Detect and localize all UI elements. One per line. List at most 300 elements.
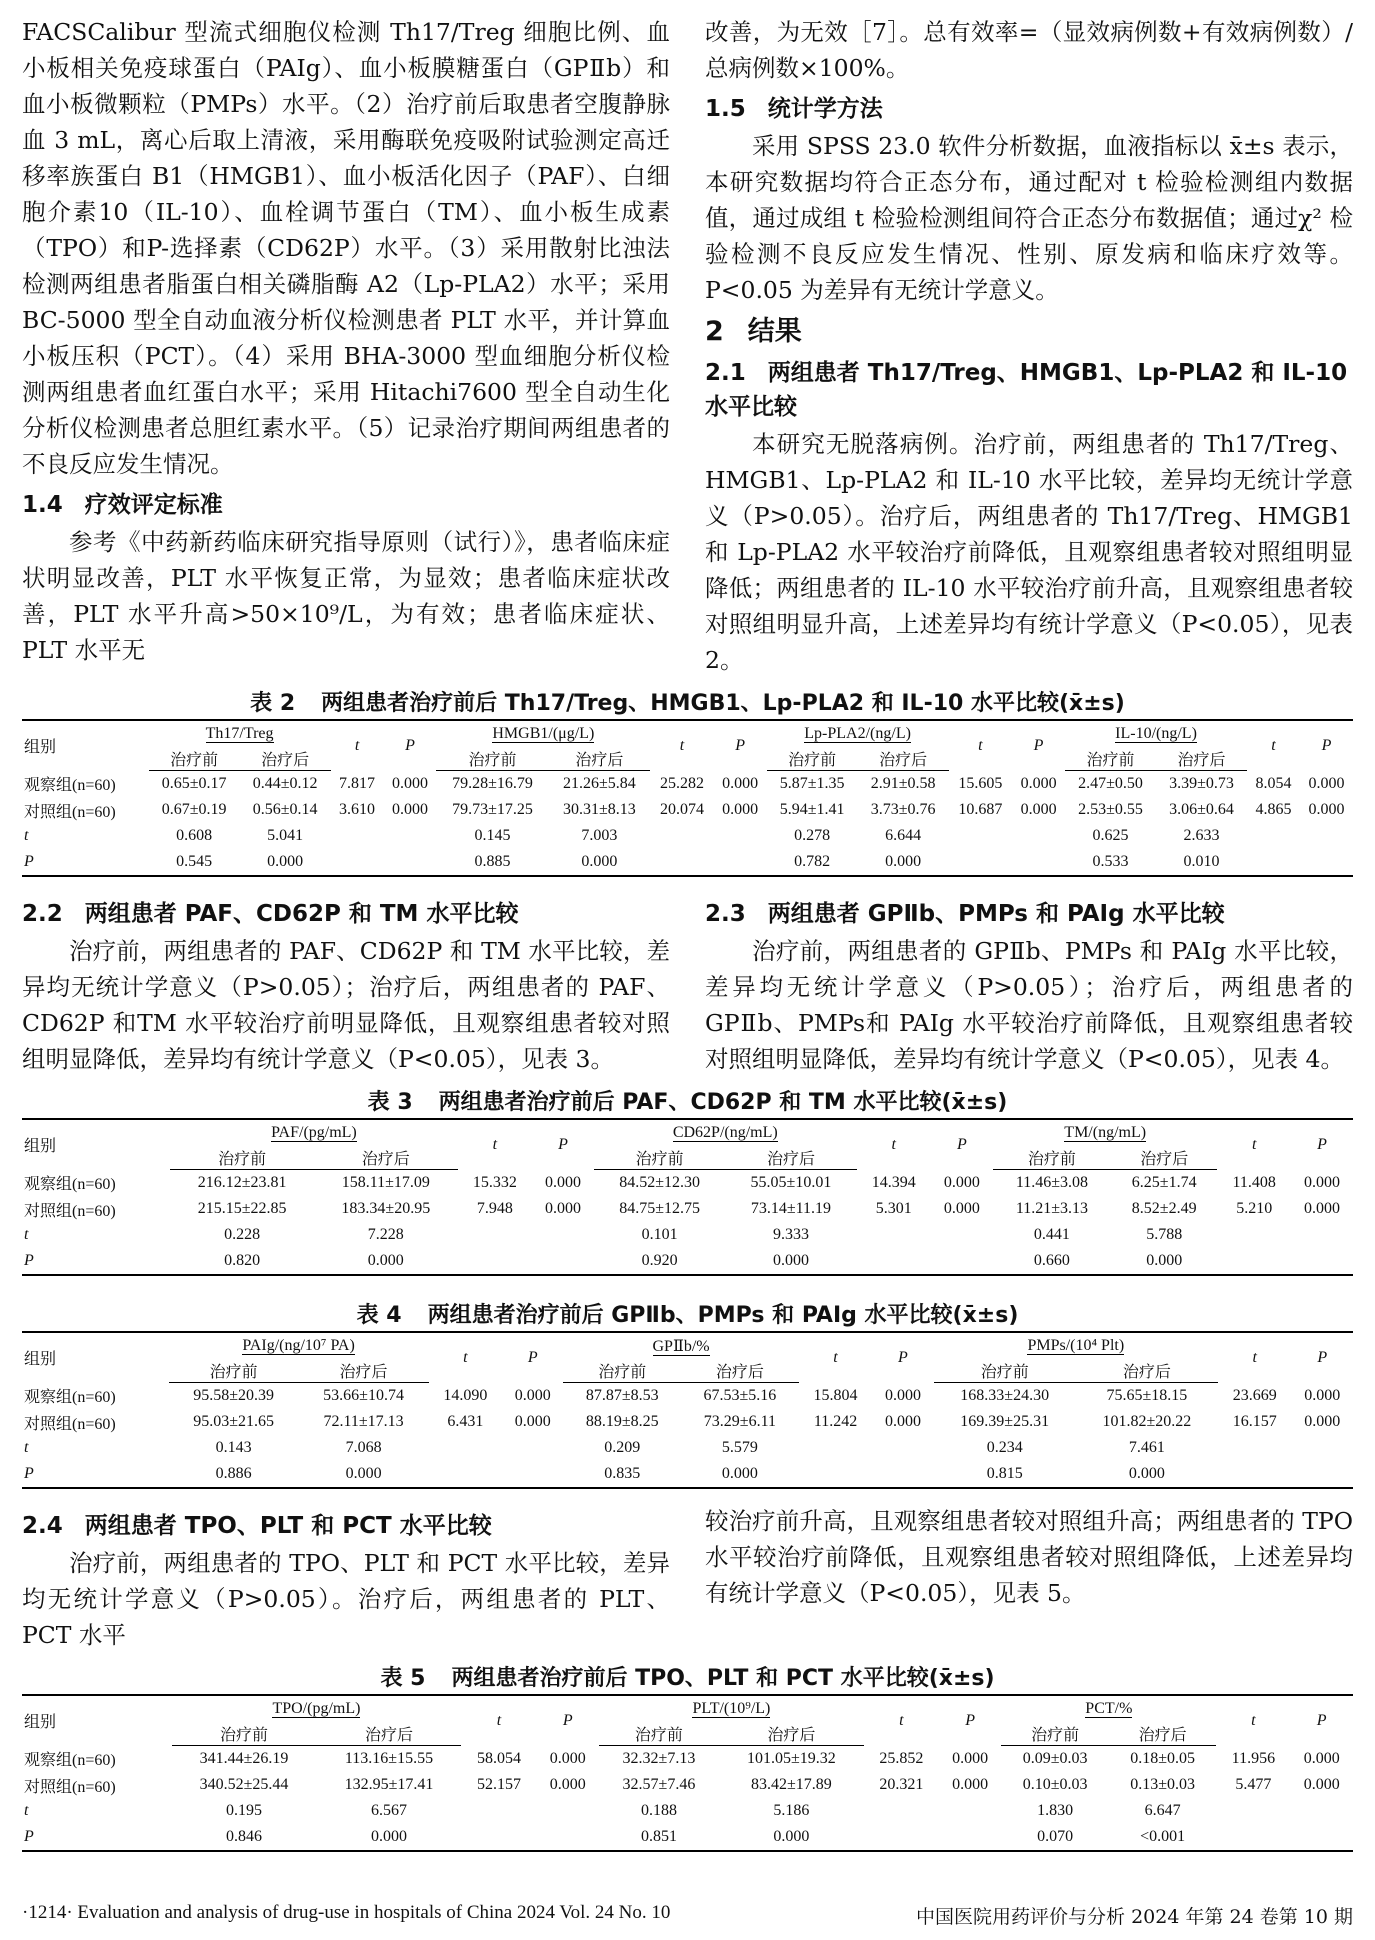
table-cell xyxy=(458,1222,532,1248)
table-cell xyxy=(1291,1248,1353,1275)
subheader-after: 治疗后 xyxy=(1109,1722,1216,1746)
table-cell: 169.39±25.31 xyxy=(960,1413,1050,1430)
heading-2-3: 2.3 两组患者 GPⅡb、PMPs 和 PAIg 水平比较 xyxy=(705,901,1225,927)
table-cell: 32.57±7.46 xyxy=(622,1776,696,1793)
table-cell: 2.47±0.50 xyxy=(1078,775,1143,792)
subheader-before: 治疗前 xyxy=(993,1146,1111,1170)
table-cell: 0.000 xyxy=(1308,801,1345,818)
table-row xyxy=(22,1435,1353,1461)
table-cell xyxy=(1217,1248,1290,1275)
footer-right: 中国医院用药评价与分析 2024 年第 24 卷第 10 期 xyxy=(916,1906,1353,1928)
table-cell: 0.56±0.14 xyxy=(252,801,318,818)
table-row xyxy=(22,1383,1353,1410)
table-cell: 183.34±20.95 xyxy=(341,1200,431,1217)
subheader-before: 治疗前 xyxy=(767,747,858,771)
table-cell: 0.000 xyxy=(943,1200,980,1217)
table-cell: 14.090 xyxy=(443,1386,488,1404)
paragraph-results-2-2: 治疗前，两组患者的 PAF、CD62P 和 TM 水平比较，差异均无统计学意义（P>0.05）；治疗后，两组患者的 PAF、CD62P 和TM 水平较治疗前明显降低，且观察组患者较对照组明显降低，差异均有统计学意义（P<0.05），见表 3。 xyxy=(22,937,670,1073)
table-cell: 20.321 xyxy=(879,1776,924,1793)
table-cell xyxy=(872,1461,933,1488)
row-label: P xyxy=(22,1824,172,1851)
table-cell: 0.000 xyxy=(1303,1749,1340,1767)
row-label: 对照组(n=60) xyxy=(24,803,116,821)
table-cell xyxy=(714,849,767,876)
table-cell xyxy=(1300,823,1353,849)
col-header-p: P xyxy=(1012,720,1065,771)
table-cell: 7.068 xyxy=(345,1439,382,1456)
table-cell: 3.06±0.64 xyxy=(1169,801,1234,818)
col-header-lp-pla2: Lp-PLA2/(ng/L) xyxy=(804,725,911,742)
table-cell xyxy=(650,823,714,849)
paragraph-results-2-4-continued: 较治疗前升高，且观察组患者较对照组升高；两组患者的 TPO水平较治疗前降低，且观察组患者较对照组降低，上述差异均有统计学意义（P<0.05），见表 5。 xyxy=(705,1507,1353,1607)
paragraph-results-2-1: 本研究无脱落病例。治疗前，两组患者的 Th17/Treg、HMGB1、Lp-PLA2 和 IL-10 水平比较，差异均无统计学意义（P>0.05）。治疗后，两组患者的 Th17/Treg、HMGB1 和 Lp-PLA2 水平较治疗前降低，且观察组患者较对照组明显降低；两组患者的 IL-10 水平较治疗前升高，且观察组患者较对照组明显升高，上述差异均有统计学意义（P<0.05），见表 2。 xyxy=(705,430,1353,674)
table-row xyxy=(22,1824,1353,1851)
table-cell: 0.000 xyxy=(549,1776,586,1793)
table-cell: 0.625 xyxy=(1092,827,1129,844)
table-cell: 0.885 xyxy=(436,849,548,876)
table-cell: 0.660 xyxy=(993,1248,1111,1275)
table-cell: 2.53±0.55 xyxy=(1078,801,1143,818)
table-cell xyxy=(502,1461,563,1488)
table-cell: 83.42±17.89 xyxy=(751,1776,832,1793)
table-cell: 0.000 xyxy=(681,1461,799,1488)
table-cell: 0.10±0.03 xyxy=(1022,1776,1088,1793)
table-cell: 7.461 xyxy=(1128,1439,1165,1456)
table-cell: 0.000 xyxy=(514,1413,551,1430)
col-header-p: P xyxy=(532,1119,594,1170)
table-cell: 0.000 xyxy=(1076,1461,1218,1488)
table-cell: 79.28±16.79 xyxy=(452,775,533,792)
table-cell: 101.05±19.32 xyxy=(747,1750,836,1767)
table-cell xyxy=(857,1248,931,1275)
col-header-t: t xyxy=(650,720,714,771)
subheader-after: 治疗后 xyxy=(725,1146,856,1170)
table-cell: 113.16±15.55 xyxy=(344,1750,434,1767)
table-cell: 3.73±0.76 xyxy=(870,801,936,818)
table-cell: 84.75±12.75 xyxy=(619,1200,700,1217)
table-cell: 341.44±26.19 xyxy=(199,1750,289,1767)
table-cell: 6.431 xyxy=(447,1413,484,1430)
table-cell: 0.545 xyxy=(149,849,240,876)
table-cell: 0.000 xyxy=(1020,801,1057,818)
table-cell: 5.94±1.41 xyxy=(779,801,845,818)
col-header-t: t xyxy=(1217,1119,1290,1170)
row-label: P xyxy=(22,1248,170,1275)
col-header-t: t xyxy=(461,1695,536,1746)
table-cell xyxy=(872,1435,933,1461)
col-header-tm: TM/(ng/mL) xyxy=(1064,1124,1147,1141)
table-cell: 15.332 xyxy=(472,1173,517,1191)
table-cell: 0.782 xyxy=(767,849,858,876)
table-cell: 5.477 xyxy=(1235,1776,1272,1793)
table-cell: 5.210 xyxy=(1236,1200,1273,1217)
table-cell xyxy=(1300,849,1353,876)
subheader-after: 治疗后 xyxy=(240,747,331,771)
table-cell: 11.408 xyxy=(1232,1173,1276,1191)
table-cell: 0.070 xyxy=(1001,1824,1108,1851)
table-cell: 0.920 xyxy=(594,1248,725,1275)
row-label: 观察组(n=60) xyxy=(24,777,116,795)
col-header-pct: PCT/% xyxy=(1085,1700,1133,1717)
table-cell: 23.669 xyxy=(1232,1386,1277,1404)
mid-left-column xyxy=(22,891,670,1077)
heading-1-4: 1.4 疗效评定标准 xyxy=(22,492,223,518)
table-cell: 52.157 xyxy=(476,1776,521,1793)
table-cell: 0.101 xyxy=(641,1226,678,1243)
table-cell: 0.000 xyxy=(1303,1776,1340,1793)
table-cell: 340.52±25.44 xyxy=(199,1776,289,1793)
table-cell xyxy=(1247,823,1300,849)
table-cell: 5.041 xyxy=(267,827,304,844)
table-cell: 0.67±0.19 xyxy=(161,801,227,818)
top-left-column xyxy=(22,14,670,678)
table-cell xyxy=(331,823,384,849)
table-cell: 11.46±3.08 xyxy=(1015,1174,1088,1191)
col-header-t: t xyxy=(949,720,1013,771)
col-header-t: t xyxy=(458,1119,532,1170)
table-cell: <0.001 xyxy=(1109,1824,1216,1851)
row-label: 对照组(n=60) xyxy=(24,1778,116,1796)
table-3-title: 表 3 两组患者治疗前后 PAF、CD62P 和 TM 水平比较(x̄±s) xyxy=(367,1090,1008,1115)
subheader-after: 治疗后 xyxy=(719,1722,864,1746)
page xyxy=(22,14,1353,1852)
subheader-after: 治疗后 xyxy=(1076,1359,1218,1383)
low-left-column xyxy=(22,1503,670,1653)
table-row xyxy=(22,823,1353,849)
table-cell: 79.73±17.25 xyxy=(452,801,533,818)
table-cell: 5.186 xyxy=(773,1802,810,1819)
table-cell xyxy=(1247,849,1300,876)
table-cell xyxy=(536,1824,599,1851)
heading-2-4: 2.4 两组患者 TPO、PLT 和 PCT 水平比较 xyxy=(22,1513,492,1539)
row-label: P xyxy=(22,849,149,876)
table-cell: 0.000 xyxy=(719,1824,864,1851)
table-cell: 0.441 xyxy=(1033,1226,1070,1243)
table-cell: 0.010 xyxy=(1156,849,1247,876)
table-cell: 0.000 xyxy=(1304,1386,1341,1404)
table-cell xyxy=(532,1248,594,1275)
table-cell: 95.03±21.65 xyxy=(193,1413,275,1430)
table-cell xyxy=(429,1435,503,1461)
subheader-before: 治疗前 xyxy=(169,1359,299,1383)
table-cell: 6.644 xyxy=(885,827,922,844)
table-row xyxy=(22,771,1353,798)
col-header-p: P xyxy=(872,1332,933,1383)
table-cell: 0.000 xyxy=(391,801,428,818)
table-cell: 4.865 xyxy=(1255,801,1292,818)
subheader-before: 治疗前 xyxy=(563,1359,681,1383)
row-label: t xyxy=(24,1439,29,1456)
table-cell: 16.157 xyxy=(1232,1413,1277,1430)
table-cell: 158.11±17.09 xyxy=(341,1174,430,1191)
table-row xyxy=(22,1772,1353,1798)
table-cell: 0.000 xyxy=(952,1749,989,1767)
table-cell xyxy=(799,1435,873,1461)
table-cell: 5.301 xyxy=(875,1200,912,1217)
table-cell xyxy=(714,823,767,849)
col-header-gp2b: GPⅡb/% xyxy=(652,1338,710,1355)
table-cell: 0.000 xyxy=(549,849,651,876)
subheader-after: 治疗后 xyxy=(1111,1146,1218,1170)
table-cell: 8.054 xyxy=(1255,774,1292,792)
paragraph-efficacy-criteria: 参考《中药新药临床研究指导原则（试行）》，患者临床症状明显改善，PLT 水平恢复正常，为显效；患者临床症状改善，PLT 水平升高>50×10⁹/L，为有效；患者临床症状、PLT 水平无 xyxy=(22,528,670,664)
table-cell: 168.33±24.30 xyxy=(960,1387,1050,1404)
table-cell: 21.26±5.84 xyxy=(563,775,636,792)
table-row xyxy=(22,1409,1353,1435)
table-cell: 0.000 xyxy=(1303,1200,1340,1217)
table-cell: 11.956 xyxy=(1231,1749,1276,1767)
paragraph-methods-detection: FACSCalibur 型流式细胞仪检测 Th17/Treg 细胞比例、血小板相关免疫球蛋白（PAIg）、血小板膜糖蛋白（GPⅡb）和血小板微颗粒（PMPs）水平。（2）治疗前后取患者空腹静脉血 3 mL，离心后取上清液，采用酶联免疫吸附试验测定高迁移率族蛋白 B1（HMGB1）、血小板活化因子（PAF）、白细胞介素10（IL-10）、血栓调节蛋白（TM）、血小板生成素（TPO）和P-选择素（CD62P）水平。（3）采用散射比浊法检测两组患者脂蛋白相关磷脂酶 A2（Lp-PLA2）水平；采用 BC-5000 型全自动血液分析仪检测患者 PLT 水平，并计算血小板压积（PCT）。（4）采用 BHA-3000 型血细胞分析仪检测两组患者血红蛋白水平；采用 Hitachi7600 型全自动生化分析仪检测患者总胆红素水平。（5）记录治疗期间两组患者的不良反应发生情况。 xyxy=(22,18,670,478)
heading-2-2: 2.2 两组患者 PAF、CD62P 和 TM 水平比较 xyxy=(22,901,519,927)
table-row xyxy=(22,1746,1353,1773)
subheader-before: 治疗前 xyxy=(594,1146,725,1170)
table-cell: 6.25±1.74 xyxy=(1131,1174,1197,1191)
mid-right-column xyxy=(705,891,1353,1077)
subheader-before: 治疗前 xyxy=(934,1359,1076,1383)
table-cell xyxy=(461,1798,536,1824)
table-cell: 0.09±0.03 xyxy=(1022,1750,1088,1767)
table-cell xyxy=(384,849,437,876)
table-cell xyxy=(1291,1222,1353,1248)
table-cell: 5.87±1.35 xyxy=(779,775,845,792)
table-cell: 0.000 xyxy=(1303,1173,1340,1191)
table-cell xyxy=(1218,1435,1292,1461)
table-cell: 215.15±22.85 xyxy=(197,1200,287,1217)
table-cell: 0.000 xyxy=(858,849,949,876)
subheader-after: 治疗后 xyxy=(858,747,949,771)
col-header-p: P xyxy=(1291,1119,1353,1170)
table-cell: 32.32±7.13 xyxy=(622,1750,696,1767)
table-cell xyxy=(949,823,1013,849)
subheader-before: 治疗前 xyxy=(172,1722,317,1746)
subheader-after: 治疗后 xyxy=(314,1146,458,1170)
table-cell: 53.66±10.74 xyxy=(323,1387,404,1404)
table-cell: 1.830 xyxy=(1037,1802,1074,1819)
table-cell: 25.852 xyxy=(879,1749,924,1767)
table-cell: 2.91±0.58 xyxy=(870,775,936,792)
table-cell xyxy=(502,1435,563,1461)
table-cell: 3.39±0.73 xyxy=(1169,775,1234,792)
paragraph-results-2-4: 治疗前，两组患者的 TPO、PLT 和 PCT 水平比较，差异均无统计学意义（P>0.05）。治疗后，两组患者的 PLT、PCT 水平 xyxy=(22,1549,670,1649)
lower-columns xyxy=(22,1503,1353,1653)
table-cell: 0.000 xyxy=(943,1173,980,1191)
col-header-p: P xyxy=(931,1119,993,1170)
col-header-t: t xyxy=(1216,1695,1290,1746)
col-header-p: P xyxy=(939,1695,1002,1746)
table-cell: 14.394 xyxy=(871,1173,916,1191)
table-row xyxy=(22,1222,1353,1248)
table-5 xyxy=(22,1694,1353,1852)
low-right-column xyxy=(705,1503,1353,1653)
table-cell: 0.000 xyxy=(391,774,428,792)
row-label: P xyxy=(22,1461,169,1488)
table-cell: 0.000 xyxy=(544,1200,581,1217)
table-cell xyxy=(939,1824,1002,1851)
col-header-t: t xyxy=(429,1332,503,1383)
table-cell: 0.000 xyxy=(722,774,759,792)
subheader-after: 治疗后 xyxy=(681,1359,799,1383)
table-cell xyxy=(1012,849,1065,876)
table-row xyxy=(22,1461,1353,1488)
table-cell: 0.228 xyxy=(224,1226,261,1243)
table-cell: 15.804 xyxy=(813,1386,858,1404)
table-cell xyxy=(931,1248,993,1275)
table-cell: 0.000 xyxy=(240,849,331,876)
table-cell xyxy=(461,1824,536,1851)
footer-left: ·1214· Evaluation and analysis of drug-use in hospitals of China 2024 Vol. 24 No. 10 xyxy=(22,1902,671,1923)
row-label: 观察组(n=60) xyxy=(24,1389,116,1407)
paragraph-efficacy-continued: 改善，为无效［7］。总有效率=（显效病例数+有效病例数）/总病例数×100%。 xyxy=(705,18,1353,82)
table-cell: 0.851 xyxy=(599,1824,719,1851)
table-4-title: 表 4 两组患者治疗前后 GPⅡb、PMPs 和 PAIg 水平比较(x̄±s) xyxy=(356,1303,1019,1328)
table-cell xyxy=(331,849,384,876)
table-cell: 0.44±0.12 xyxy=(252,775,318,792)
table-cell: 0.886 xyxy=(169,1461,299,1488)
table-cell: 0.65±0.17 xyxy=(161,775,227,792)
table-cell: 84.52±12.30 xyxy=(619,1174,700,1191)
table-cell: 30.31±8.13 xyxy=(563,801,636,818)
table-cell: 7.003 xyxy=(581,827,618,844)
table-cell: 0.815 xyxy=(934,1461,1076,1488)
col-header-p: P xyxy=(536,1695,599,1746)
table-cell: 0.000 xyxy=(952,1776,989,1793)
table-cell: 11.242 xyxy=(813,1413,858,1430)
table-cell xyxy=(857,1222,931,1248)
row-label: t xyxy=(24,1226,29,1243)
table-cell: 73.14±11.19 xyxy=(750,1200,832,1217)
row-label: t xyxy=(24,1802,29,1819)
row-label: 对照组(n=60) xyxy=(24,1202,116,1220)
subheader-before: 治疗前 xyxy=(599,1722,719,1746)
table-cell: 73.29±6.11 xyxy=(703,1413,776,1430)
col-header-t: t xyxy=(1247,720,1300,771)
table-cell: 0.195 xyxy=(226,1802,262,1819)
table-row xyxy=(22,849,1353,876)
table-row xyxy=(22,1798,1353,1824)
col-header-th17-treg: Th17/Treg xyxy=(205,725,274,742)
table-cell xyxy=(799,1461,873,1488)
table-cell xyxy=(939,1798,1002,1824)
table-cell xyxy=(1216,1798,1290,1824)
col-header-group: 组别 xyxy=(22,1695,172,1746)
table-cell: 0.000 xyxy=(884,1413,921,1430)
paragraph-statistics: 采用 SPSS 23.0 软件分析数据，血液指标以 x̄±s 表示，本研究数据均符合正态分布，通过配对 t 检验检测组内数据值，通过成组 t 检验检测组间符合正态分布数据值；通过χ² 检验检测不良反应发生情况、性别、原发病和临床疗效等。P<0.05 为差异有无统计学意义。 xyxy=(705,132,1353,304)
table-cell: 25.282 xyxy=(659,774,704,792)
row-label: 对照组(n=60) xyxy=(24,1415,116,1433)
table-cell: 9.333 xyxy=(772,1226,809,1243)
table-cell: 0.145 xyxy=(474,827,511,844)
subheader-after: 治疗后 xyxy=(316,1722,461,1746)
col-header-group: 组别 xyxy=(22,1119,170,1170)
table-cell xyxy=(1012,823,1065,849)
table-cell: 67.53±5.16 xyxy=(703,1387,777,1404)
paragraph-results-2-3: 治疗前，两组患者的 GPⅡb、PMPs 和 PAIg 水平比较，差异均无统计学意义（P>0.05）；治疗后，两组患者的 GPⅡb、PMPs和 PAIg 水平较治疗前降低，且观察组患者较对照组明显降低，差异均有统计学意义（P<0.05），见表 4。 xyxy=(705,937,1353,1073)
table-cell xyxy=(864,1798,939,1824)
heading-2-results: 2 结果 xyxy=(705,316,802,347)
col-header-t: t xyxy=(864,1695,939,1746)
table-cell: 8.52±2.49 xyxy=(1131,1200,1197,1217)
row-label: t xyxy=(24,827,29,844)
table-cell: 10.687 xyxy=(958,801,1003,818)
table-cell: 95.58±20.39 xyxy=(193,1387,275,1404)
table-cell: 0.278 xyxy=(794,827,831,844)
table-cell: 0.188 xyxy=(640,1802,677,1819)
table-cell: 0.000 xyxy=(299,1461,429,1488)
table-cell: 0.000 xyxy=(722,801,759,818)
col-header-hmgb1: HMGB1/(μg/L) xyxy=(492,725,595,742)
table-cell: 0.000 xyxy=(1020,774,1057,792)
table-cell: 0.846 xyxy=(172,1824,317,1851)
table-cell xyxy=(1292,1435,1353,1461)
top-columns xyxy=(22,14,1353,678)
col-header-il10: IL-10/(ng/L) xyxy=(1115,725,1197,742)
heading-1-5: 1.5 统计学方法 xyxy=(705,96,883,122)
table-cell: 0.835 xyxy=(563,1461,681,1488)
table-cell xyxy=(429,1461,503,1488)
table-cell: 0.000 xyxy=(544,1173,581,1191)
table-cell xyxy=(1290,1798,1353,1824)
table-cell: 6.647 xyxy=(1144,1802,1181,1819)
table-4 xyxy=(22,1331,1353,1489)
subheader-before: 治疗前 xyxy=(170,1146,314,1170)
table-cell: 58.054 xyxy=(476,1749,521,1767)
table-cell: 0.000 xyxy=(1308,774,1345,792)
col-header-paf: PAF/(pg/mL) xyxy=(271,1124,357,1141)
table-cell xyxy=(458,1248,532,1275)
col-header-p: P xyxy=(1292,1332,1353,1383)
table-row xyxy=(22,1170,1353,1197)
table-cell xyxy=(1290,1824,1353,1851)
table-cell xyxy=(650,849,714,876)
subheader-after: 治疗后 xyxy=(549,747,651,771)
col-header-t: t xyxy=(857,1119,931,1170)
table-cell xyxy=(949,849,1013,876)
subheader-before: 治疗前 xyxy=(436,747,548,771)
table-cell: 0.143 xyxy=(215,1439,252,1456)
col-header-plt: PLT/(10⁹/L) xyxy=(692,1700,771,1717)
col-header-t: t xyxy=(331,720,384,771)
col-header-p: P xyxy=(1300,720,1353,771)
col-header-p: P xyxy=(1290,1695,1353,1746)
subheader-before: 治疗前 xyxy=(1065,747,1156,771)
table-cell: 3.610 xyxy=(339,801,376,818)
table-cell xyxy=(536,1798,599,1824)
table-cell: 20.074 xyxy=(659,801,704,818)
table-cell: 0.533 xyxy=(1065,849,1156,876)
table-cell: 132.95±17.41 xyxy=(344,1776,434,1793)
table-cell: 2.633 xyxy=(1183,827,1220,844)
col-header-p: P xyxy=(384,720,437,771)
table-cell: 0.13±0.03 xyxy=(1130,1776,1195,1793)
table-cell: 0.18±0.05 xyxy=(1130,1750,1195,1767)
col-header-group: 组别 xyxy=(22,720,149,771)
table-cell xyxy=(931,1222,993,1248)
table-cell xyxy=(1292,1461,1353,1488)
table-cell: 0.000 xyxy=(514,1386,551,1404)
table-cell: 5.579 xyxy=(721,1439,758,1456)
col-header-group: 组别 xyxy=(22,1332,169,1383)
table-cell: 87.87±8.53 xyxy=(585,1387,659,1404)
table-cell: 0.608 xyxy=(176,827,213,844)
row-label: 观察组(n=60) xyxy=(24,1752,116,1770)
page-footer xyxy=(22,1902,1353,1929)
table-cell: 7.228 xyxy=(367,1226,404,1243)
table-cell: 0.234 xyxy=(986,1439,1023,1456)
subheader-after: 治疗后 xyxy=(1156,747,1247,771)
table-cell: 216.12±23.81 xyxy=(197,1174,287,1191)
table-cell: 0.000 xyxy=(884,1386,921,1404)
table-2-title: 表 2 两组患者治疗前后 Th17/Treg、HMGB1、Lp-PLA2 和 IL-10 水平比较(x̄±s) xyxy=(250,691,1125,716)
